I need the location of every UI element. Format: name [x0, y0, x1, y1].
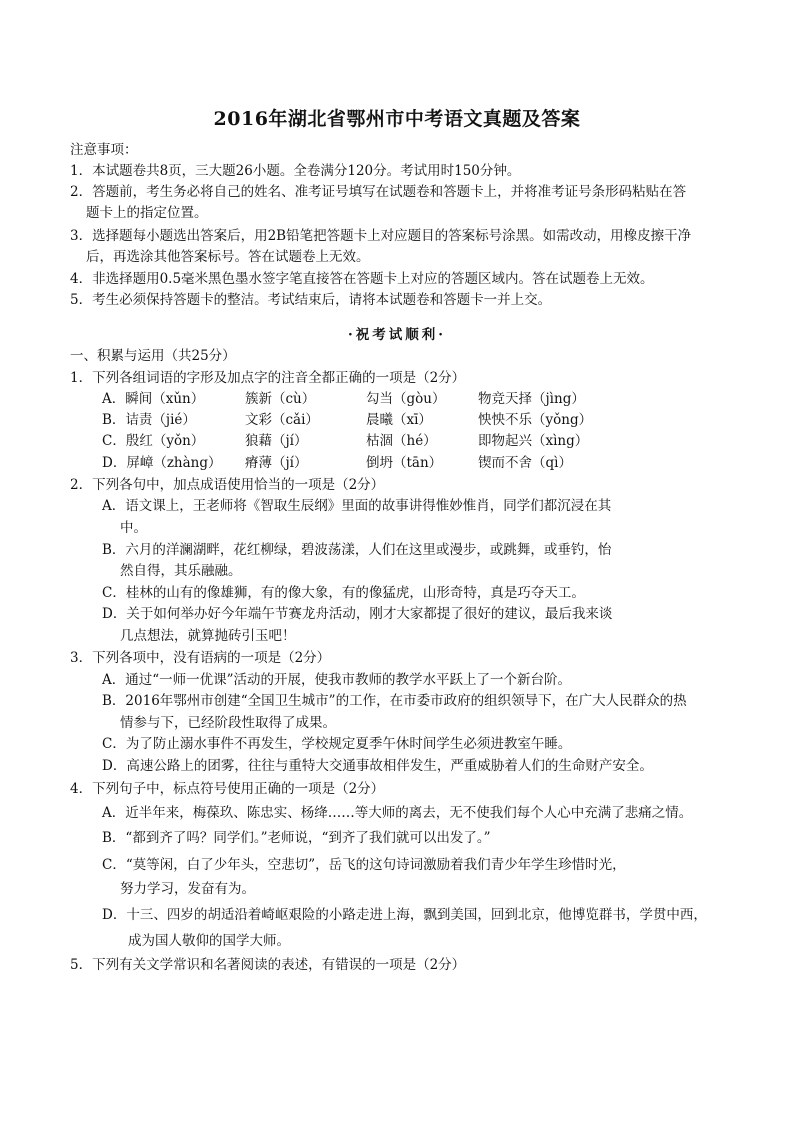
- q4-option-b: B．“都到齐了吗？同学们。”老师说，“到齐了我们就可以出发了。”: [102, 830, 491, 846]
- q4-option-d: D．十三、四岁的胡适沿着崎岖艰险的小路走进上海，飘到美国，回到北京，他博览群书，学贯中西，: [102, 907, 707, 923]
- notice-item: 5．考生必须保持答题卡的整洁。考试结束后，请将本试题卷和答题卡一并上交。: [70, 292, 552, 308]
- q1-option: 簇新（cù）: [245, 391, 316, 407]
- question-stem: 4．下列句子中，标点符号使用正确的一项是（2分）: [70, 781, 385, 797]
- q1-option: 即物起兴（xìng）: [478, 433, 589, 449]
- notice-item: 3．选择题每小题选出答案后，用2B铅笔把答题卡上对应题目的答案标号涂黑。如需改动，用橡皮擦干净: [70, 228, 692, 244]
- question-stem: 2．下列各句中，加点成语使用恰当的一项是（2分）: [70, 477, 385, 493]
- notice-item: 1．本试题卷共8页，三大题26小题。全卷满分120分。考试用时150分钟。: [70, 163, 521, 179]
- q1-option: 晨曦（xī）: [366, 412, 432, 428]
- q3-option-d: D．高速公路上的团雾，往往与重特大交通事故相伴发生，严重威胁着人们的生命财产安全。: [102, 758, 653, 774]
- q1-option: C．殷红（yǒn）: [102, 433, 205, 449]
- notice-item: 4．非选择题用0.5毫米黑色墨水签字笔直接答在答题卡上对应的答题区域内。答在试题卷上无效。: [70, 271, 654, 287]
- notice-item: 后，再选涂其他答案标号。答在试题卷上无效。: [86, 249, 370, 265]
- q2-option-d: D．关于如何举办好今年端午节赛龙舟活动，刚才大家都提了很好的建议，最后我来谈: [102, 606, 613, 622]
- q1-option: B．诘责（jié）: [102, 412, 196, 428]
- q2-option-b-cont: 然自得，其乐融融。: [120, 563, 242, 579]
- notice-heading: 注意事项：: [70, 142, 138, 158]
- question-stem: 5．下列有关文学常识和名著阅读的表述，有错误的一项是（2分）: [70, 957, 466, 973]
- wish-line: ·祝考试顺利·: [348, 327, 446, 343]
- q2-option-b: B．六月的洋澜湖畔，花红柳绿，碧波荡漾，人们在这里或漫步，或跳舞，或垂钓，怡: [102, 542, 612, 558]
- q2-option-d-cont: 几点想法，就算抛砖引玉吧！: [120, 628, 296, 644]
- q1-option: A．瞬间（xǔn）: [102, 391, 205, 407]
- q1-option: 勾当（gòu）: [366, 391, 446, 407]
- q1-option: 锲而不舍（qì）: [478, 455, 572, 471]
- page-title: 2016年湖北省鄂州市中考语文真题及答案: [213, 108, 581, 130]
- q1-option: 枯涸（hé）: [366, 433, 437, 449]
- q4-option-d-cont: 成为国人敬仰的国学大师。: [128, 933, 290, 949]
- q4-option-a: A．近半年来，梅葆玖、陈忠实、杨绛……等大师的离去，无不使我们每个人心中充满了悲痛之情。: [102, 805, 693, 821]
- notice-item: 题卡上的指定位置。: [86, 205, 208, 221]
- q1-option: 狼藉（jí）: [245, 433, 308, 449]
- q1-option: 瘠薄（jí）: [245, 455, 308, 471]
- q4-option-c: C．“莫等闲，白了少年头，空悲切”，岳飞的这句诗词激励着我们青少年学生珍惜时光，: [102, 857, 626, 873]
- q2-option-a-cont: 中。: [120, 520, 147, 536]
- q1-option: 倒坍（tān）: [366, 455, 443, 471]
- q3-option-a: A．通过“一师一优课”活动的开展，使我市教师的教学水平跃上了一个新台阶。: [102, 672, 572, 688]
- q3-option-b-cont: 情参与下，已经阶段性取得了成果。: [120, 715, 336, 731]
- q1-option: 怏怏不乐（yǒng）: [478, 412, 593, 428]
- q1-option: 文彩（cǎi）: [245, 412, 319, 428]
- q4-option-c-cont: 努力学习，发奋有为。: [120, 881, 255, 897]
- question-stem: 3．下列各项中，没有语病的一项是（2分）: [70, 650, 331, 666]
- q2-option-a: A．语文课上，王老师将《智取生辰纲》里面的故事讲得惟妙惟肖，同学们都沉浸在其: [102, 498, 612, 514]
- notice-item: 2．答题前，考生务必将自己的姓名、准考证号填写在试题卷和答题卡上，并将准考证号条形码粘贴在答: [70, 184, 687, 200]
- q1-option: 物竞天择（jìng）: [478, 391, 585, 407]
- section-heading: 一、积累与运用（共25分）: [70, 348, 236, 364]
- q1-option: D．屏嶂（zhàng）: [102, 455, 222, 471]
- q3-option-c: C．为了防止溺水事件不再发生，学校规定夏季午休时间学生必须进教室午睡。: [102, 736, 572, 752]
- question-stem: 1．下列各组词语的字形及加点字的注音全都正确的一项是（2分）: [70, 370, 466, 386]
- q3-option-b: B．2016年鄂州市创建“全国卫生城市”的工作，在市委市政府的组织领导下，在广大人民群众的热: [102, 693, 687, 709]
- q2-option-c: C．桂林的山有的像雄狮，有的像大象，有的像猛虎，山形奇特，真是巧夺天工。: [102, 585, 585, 601]
